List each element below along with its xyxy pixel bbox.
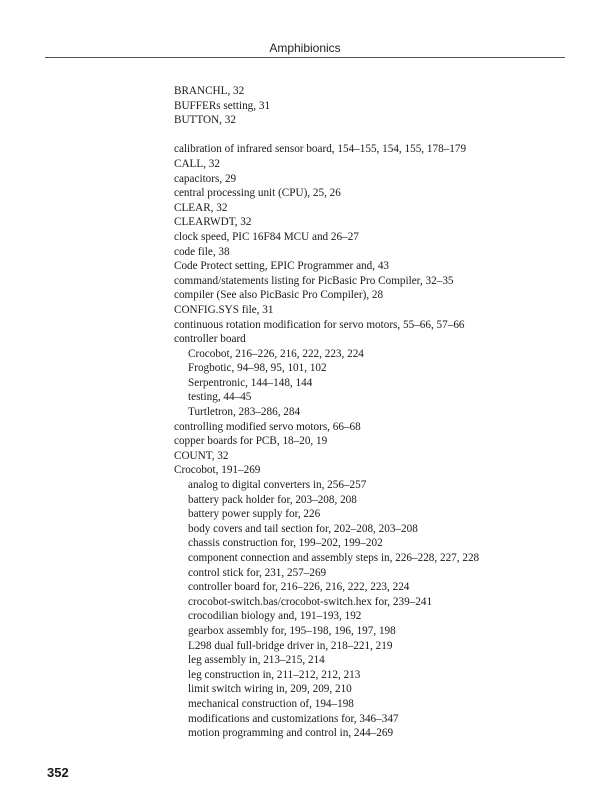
index-subentry: modifications and customizations for, 346–347	[188, 712, 399, 725]
index-subentry: battery power supply for, 226	[188, 508, 321, 521]
header-rule	[45, 57, 565, 58]
page-number: 352	[47, 765, 69, 780]
index-subentry: Frogbotic, 94–98, 95, 101, 102	[188, 362, 327, 375]
index-column	[174, 84, 574, 755]
index-subentry: Serpentronic, 144–148, 144	[188, 376, 313, 389]
index-entry: copper boards for PCB, 18–20, 19	[174, 435, 328, 448]
running-header: Amphibionics	[269, 41, 341, 55]
index-entry: CLEAR, 32	[174, 201, 228, 214]
index-entry: central processing unit (CPU), 25, 26	[174, 187, 341, 200]
index-subentry: component connection and assembly steps in, 226–228, 227, 228	[188, 552, 480, 564]
index-subentry: crocodilian biology and, 191–193, 192	[188, 610, 362, 623]
index-entry: BUTTON, 32	[174, 114, 236, 127]
index-entry: controller board	[174, 333, 246, 346]
index-entry: BRANCHL, 32	[174, 85, 245, 97]
index-subentry: crocobot-switch.bas/crocobot-switch.hex for, 239–241	[188, 595, 433, 608]
index-subentry: Turtletron, 283–286, 284	[188, 406, 301, 419]
index-subentry: analog to digital converters in, 256–257	[188, 479, 367, 492]
index-entry: command/statements listing for PicBasic Pro Compiler, 32–35	[174, 274, 454, 287]
index-group-c	[174, 142, 574, 740]
index-entry: calibration of infrared sensor board, 154–155, 154, 155, 178–179	[174, 143, 467, 156]
index-entry: capacitors, 29	[174, 172, 237, 185]
index-subentry: control stick for, 231, 257–269	[188, 566, 327, 579]
index-subentry: controller board for, 216–226, 216, 222, 223, 224	[188, 581, 410, 594]
index-entry: BUFFERs setting, 31	[174, 99, 271, 112]
index-entry: CONFIG.SYS file, 31	[174, 303, 274, 316]
index-entry: Code Protect setting, EPIC Programmer and, 43	[174, 260, 390, 273]
index-subentry: body covers and tail section for, 202–208, 203–208	[188, 522, 418, 535]
index-entry: controlling modified servo motors, 66–68	[174, 420, 361, 433]
index-subentry: motion programming and control in, 244–269	[188, 727, 394, 740]
index-subentry: testing, 44–45	[188, 391, 252, 404]
index-entry: continuous rotation modification for servo motors, 55–66, 57–66	[174, 318, 465, 331]
index-subentry: Crocobot, 216–226, 216, 222, 223, 224	[188, 347, 364, 360]
index-entry: clock speed, PIC 16F84 MCU and 26–27	[174, 230, 359, 243]
index-subentry: leg construction in, 211–212, 212, 213	[188, 668, 361, 681]
index-entry: Crocobot, 191–269	[174, 464, 261, 477]
index-entry: compiler (See also PicBasic Pro Compiler), 28	[174, 289, 384, 302]
index-subentry: gearbox assembly for, 195–198, 196, 197, 198	[188, 624, 396, 637]
index-entry: COUNT, 32	[174, 449, 229, 462]
index-subentry: leg assembly in, 213–215, 214	[188, 654, 325, 667]
index-subentry: battery pack holder for, 203–208, 208	[188, 493, 357, 506]
index-group-b	[174, 84, 574, 128]
index-subentry: limit switch wiring in, 209, 209, 210	[188, 683, 352, 696]
index-entry: CALL, 32	[174, 157, 220, 170]
index-subentry: mechanical construction of, 194–198	[188, 697, 354, 710]
index-subentry: L298 dual full-bridge driver in, 218–221, 219	[188, 639, 393, 652]
index-entry: code file, 38	[174, 245, 230, 258]
index-entry: CLEARWDT, 32	[174, 216, 252, 229]
index-subentry: chassis construction for, 199–202, 199–202	[188, 537, 383, 550]
